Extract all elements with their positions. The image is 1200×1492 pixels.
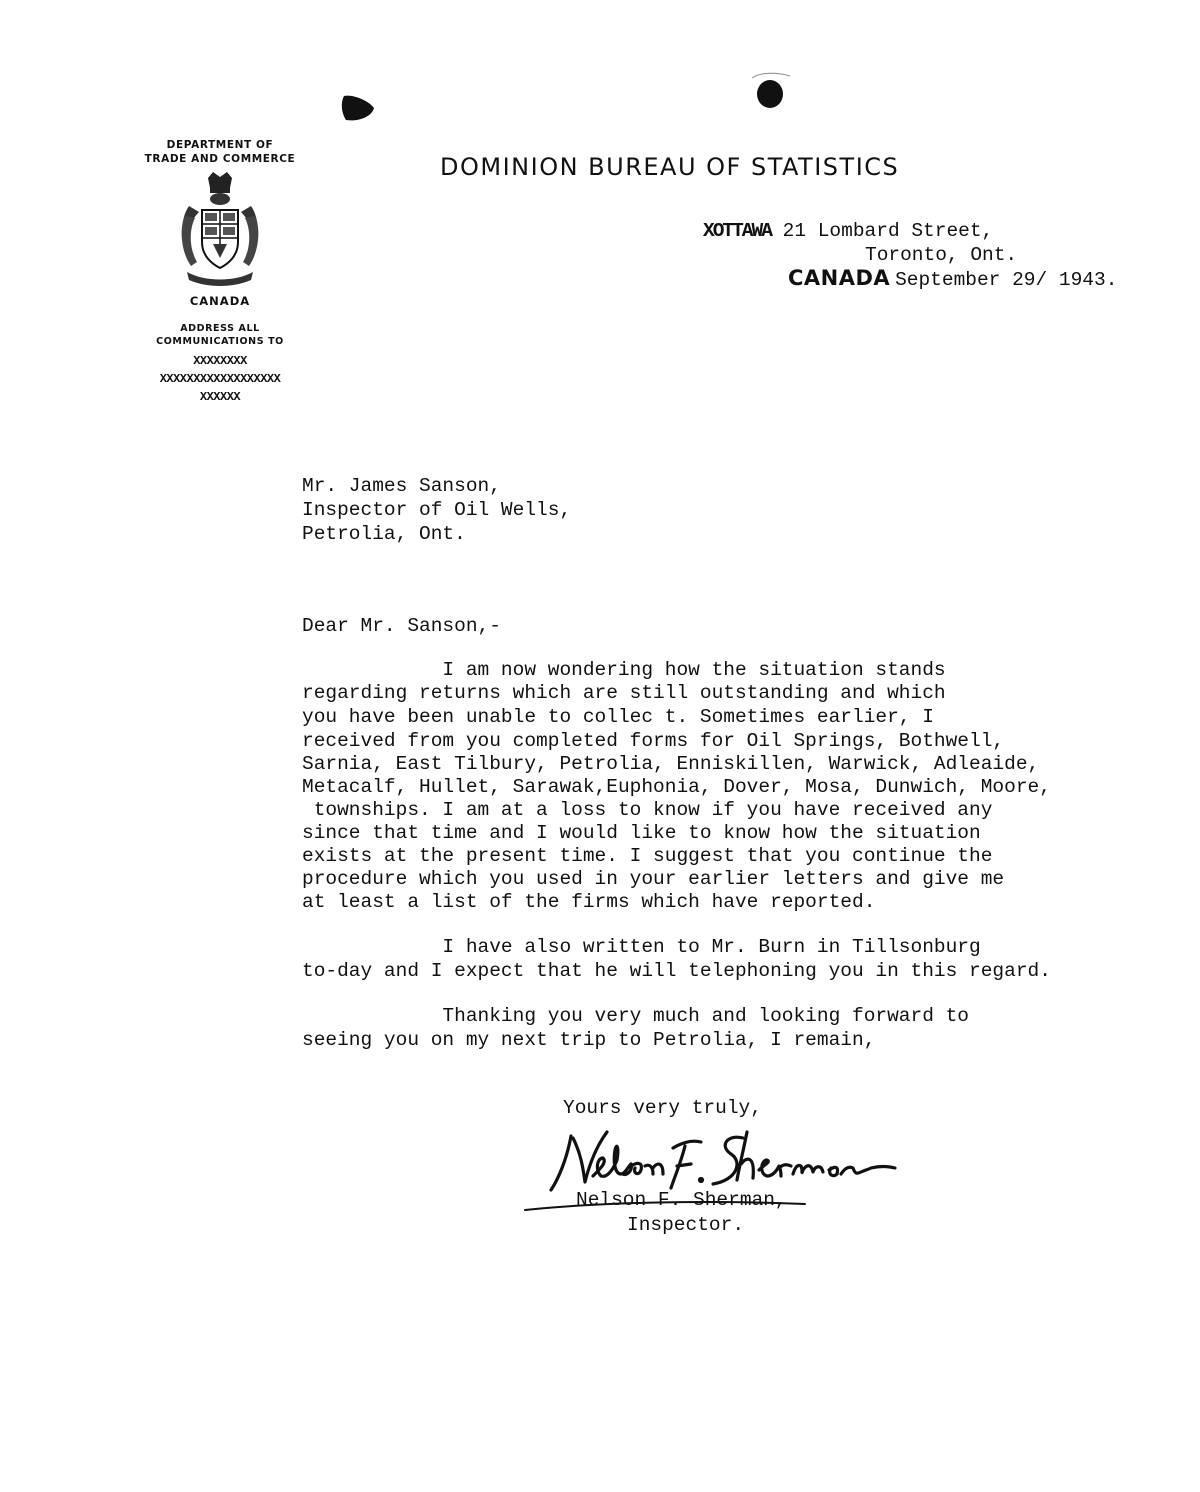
recipient-line-2: Inspector of Oil Wells, [302, 499, 572, 521]
sender-address-line-1 [703, 220, 993, 242]
body-line: Thanking you very much and looking forward to [302, 1005, 970, 1027]
bureau-title: DOMINION BUREAU OF STATISTICS [440, 153, 900, 181]
body-line: to-day and I expect that he will telephoning you in this regard. [302, 960, 1051, 982]
signer-title: Inspector. [627, 1214, 745, 1236]
address-all-line-1: ADDRESS ALL [180, 323, 260, 334]
body-line: at least a list of the firms which have reported. [302, 891, 876, 913]
address-all-line-2: COMMUNICATIONS TO [156, 336, 284, 347]
coat-of-arms-icon [175, 172, 265, 290]
ink-blot-right [748, 70, 794, 114]
struck-city: XOTTAWA [703, 220, 771, 242]
ink-blot-left [338, 92, 378, 124]
body-line: received from you completed forms for Oil Springs, Bothwell, [302, 730, 1005, 752]
body-line: since that time and I would like to know how the situation [302, 822, 981, 844]
struck-address-line-1: XXXXXXXX [193, 354, 247, 368]
body-line: procedure which you used in your earlier letters and give me [302, 868, 1005, 890]
struck-address-line-3: XXXXXX [199, 390, 241, 404]
sender-city: Toronto, Ont. [865, 244, 1018, 266]
struck-address-line-2: XXXXXXXXXXXXXXXXXX [159, 372, 281, 386]
department-line-1: DEPARTMENT OF [166, 139, 274, 151]
recipient-line-3: Petrolia, Ont. [302, 523, 466, 545]
salutation: Dear Mr. Sanson,- [302, 615, 501, 637]
body-line: Metacalf, Hullet, Sarawak,Euphonia, Dover, Mosa, Dunwich, Moore, [302, 776, 1051, 798]
body-line: you have been unable to collec t. Sometimes earlier, I [302, 706, 934, 728]
letterhead-canada: CANADA [189, 294, 251, 308]
body-line: I am now wondering how the situation stands [302, 659, 946, 681]
body-line: exists at the present time. I suggest that you continue the [302, 845, 993, 867]
complimentary-close: Yours very truly, [563, 1097, 762, 1119]
body-line: seeing you on my next trip to Petrolia, I remain, [302, 1029, 876, 1051]
recipient-line-1: Mr. James Sanson, [302, 475, 501, 497]
body-line: I have also written to Mr. Burn in Tillsonburg [302, 936, 981, 958]
sender-street: 21 Lombard Street, [782, 220, 994, 242]
letterhead-left [120, 138, 320, 406]
typed-signer-name: Nelson F. Sherman, [576, 1189, 787, 1211]
sender-address-line-3 [788, 266, 1117, 291]
body-line: townships. I am at a loss to know if you have received any [302, 799, 993, 821]
department-line-2: TRADE AND COMMERCE [144, 153, 296, 165]
body-line: Sarnia, East Tilbury, Petrolia, Enniskillen, Warwick, Adleaide, [302, 753, 1040, 775]
letter-date: September 29/ 1943. [895, 269, 1118, 291]
body-line: regarding returns which are still outstanding and which [302, 682, 946, 704]
sender-country: CANADA [788, 266, 891, 290]
